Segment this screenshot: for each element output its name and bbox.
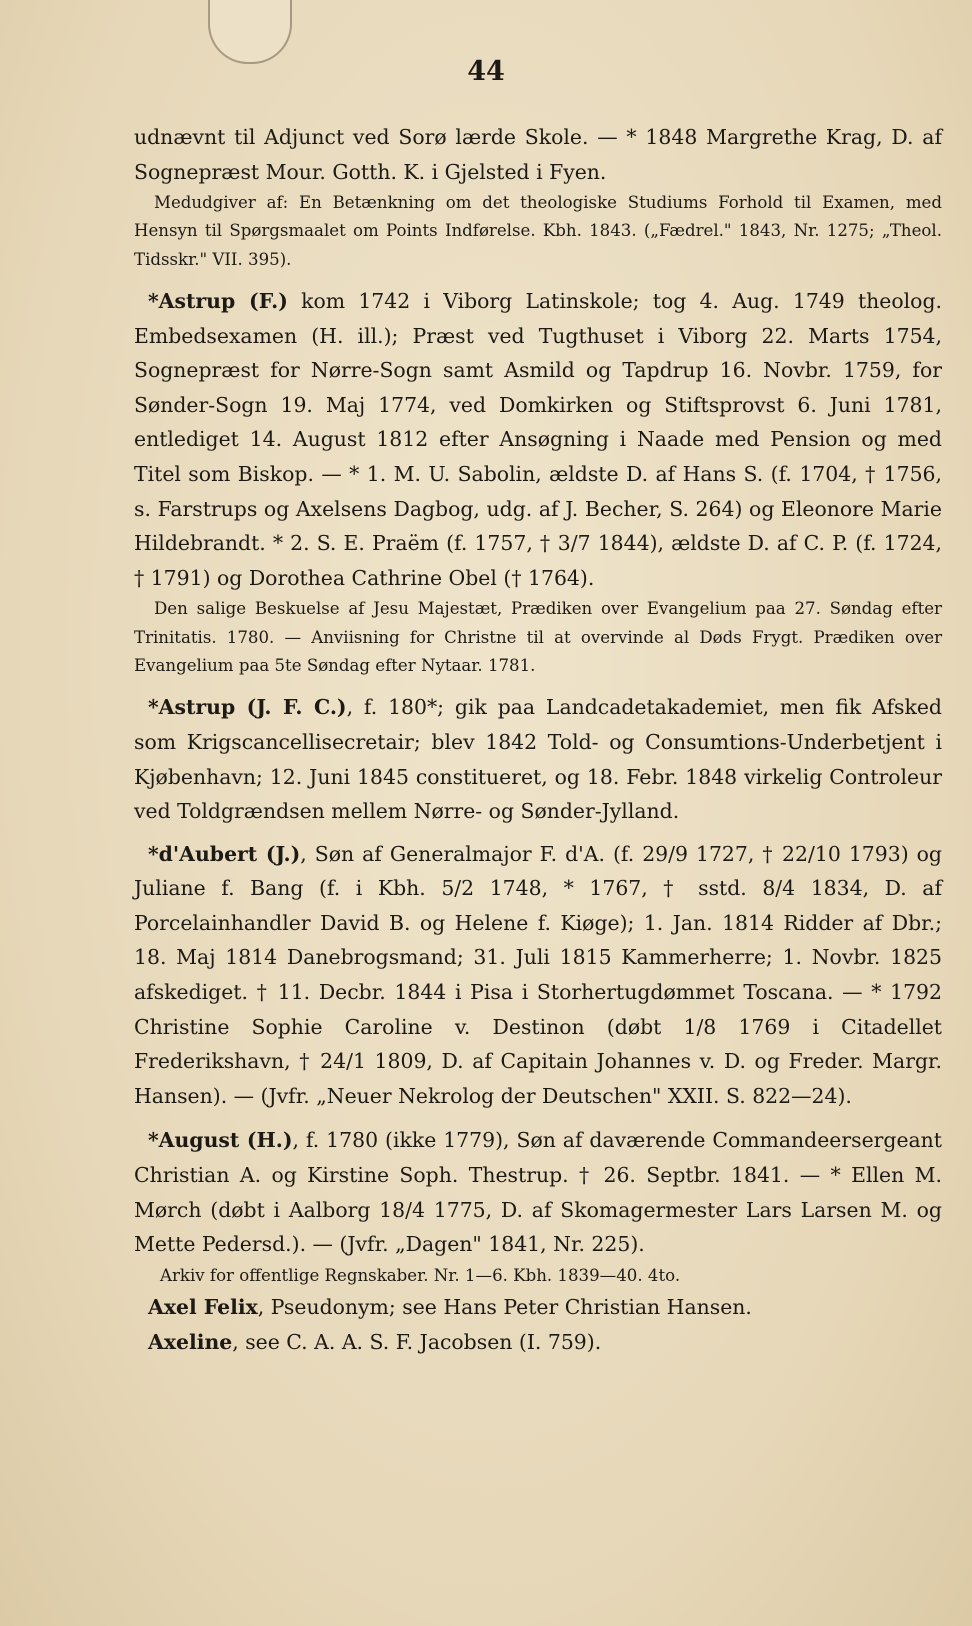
entry-body: kom 1742 i Viborg Latinskole; tog 4. Aug. 1749 theolog. Embedsexamen (H. ill.); Præst ved Tugthuset i Viborg 22. Marts 1754, Sognepræst for Nørre-Sogn samt Asmild og Tapdrup 16. Novbr. 1759, for Sønder-Sogn 19. Maj 1774, ved Domkirken og Stiftsprovst 6. Juni 1781, entlediget 14. August 1812 efter Ansøgning i Naade med Pension og med Titel som Biskop. — * 1. M. U. Sabolin, ældste D. af Hans S. (f. 1704, † 1756, s. Farstrups og Axelsens Dagbog, udg. af J. Becher, S. 264) og Eleonore Marie Hildebrandt. * 2. S. E. Praëm (f. 1757, † 3/7 1844), ældste D. af C. P. (f. 1724, † 1791) og Dorothea Cathrine Obel († 1764).: [134, 289, 942, 590]
entry-august: [134, 1123, 942, 1261]
entry-body: , Søn af Generalmajor F. d'A. (f. 29/9 1727, † 22/10 1793) og Juliane f. Bang (f. i Kbh. 5/2 1748, * 1767, † sstd. 8/4 1834, D. af Porcelainhandler David B. og Helene f. Kiøge); 1. Jan. 1814 Ridder af Dbr.; 18. Maj 1814 Danebrogsmand; 31. Juli 1815 Kammerherre; 1. Novbr. 1825 afskediget. † 11. Decbr. 1844 i Pisa i Storhertugdømmet Toscana. — * 1792 Christine Sophie Caroline v. Destinon (døbt 1/8 1769 i Citadellet Frederikshavn, † 24/1 1809, D. af Capitain Johannes v. D. og Freder. Margr. Hansen). — (Jvfr. „Neuer Nekrolog der Deutschen" XXII. S. 822—24).: [134, 841, 942, 1108]
entry-body: , Pseudonym; see Hans Peter Christian Hansen.: [257, 1295, 752, 1320]
entry-headword: *August (H.): [148, 1128, 293, 1153]
page-number: 44: [467, 56, 505, 87]
entry-axel-felix: [134, 1290, 942, 1325]
entry-headword: *Astrup (J. F. C.): [148, 695, 347, 720]
paragraph-bibliography: Arkiv for offentlige Regnskaber. Nr. 1—6. Kbh. 1839—40. 4to.: [160, 1265, 681, 1285]
paragraph-continuation: udnævnt til Adjunct ved Sorø lærde Skole. — * 1848 Margrethe Krag, D. af Sognepræst Mour. Gotth. K. i Gjelsted i Fyen.: [134, 125, 942, 184]
entry-headword: Axeline: [148, 1329, 233, 1354]
paragraph-bibliography: Medudgiver af: En Betænkning om det theologiske Studiums Forhold til Examen, med Hensyn til Spørgsmaalet om Points Indførelse. Kbh. 1843. („Fædrel." 1843, Nr. 1275; „Theol. Tidsskr." VII. 395).: [134, 193, 942, 269]
entry-body: , see C. A. A. S. F. Jacobsen (I. 759).: [232, 1329, 602, 1354]
entry-astrup-jfc: [134, 690, 942, 828]
entry-astrup-f: [134, 284, 942, 595]
page-content: [134, 120, 942, 1359]
entry-axeline: [134, 1325, 942, 1360]
entry-headword: *Astrup (F.): [148, 289, 288, 314]
paragraph-bibliography: Den salige Beskuelse af Jesu Majestæt, Prædiken over Evangelium paa 27. Søndag efter Trinitatis. 1780. — Anviisning for Christne til at overvinde al Døds Frygt. Prædiken over Evangelium paa 5te Søndag efter Nytaar. 1781.: [134, 599, 942, 676]
entry-headword: Axel Felix: [148, 1295, 258, 1320]
entry-body: , f. 1780 (ikke 1779), Søn af daværende Commandeersergeant Christian A. og Kirstine Soph. Thestrup. † 26. Septbr. 1841. — * Ellen M. Mørch (døbt i Aalborg 18/4 1775, D. af Skomagermester Lars Larsen M. og Mette Pedersd.). — (Jvfr. „Dagen" 1841, Nr. 225).: [134, 1128, 942, 1257]
page-tab-mark: [208, 0, 292, 64]
entry-headword: *d'Aubert (J.): [148, 841, 301, 866]
entry-daubert: [134, 837, 942, 1114]
entry-body: , f. 180*; gik paa Landcadetakademiet, men fik Afsked som Krigscancellisecretair; blev 1842 Told- og Consumtions-Underbetjent i Kjøbenhavn; 12. Juni 1845 constitueret, og 18. Febr. 1848 virkelig Controleur ved Toldgrændsen mellem Nørre- og Sønder-Jylland.: [134, 695, 942, 824]
